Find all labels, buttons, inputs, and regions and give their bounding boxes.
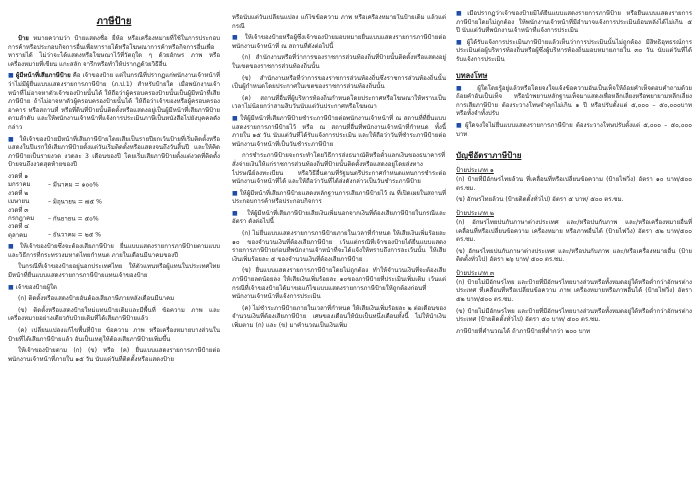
owner-subhead [8,284,220,293]
annual-tax-paragraph [8,136,220,170]
minimum-tax-note: ภาษีป้ายที่คำนวณได้ ถ้าภาษีป้ายที่ต่ำกว่า ๒๐๐ บาท [456,327,591,335]
quarter-range: – มิถุนายน = ๗๕ % [47,198,102,206]
filing-place-paragraph [232,34,446,51]
payment-method-paragraph: การชำระภาษีป้ายจะกระทำโดยวิธีการส่งธนาณัติหรือตั๋วแลกเงินของธนาคารที่สั่งจ่ายเงินให้แก่ราชการส่วนท้องถิ่นที่ป้ายนั้นติดตั้งหรือแสดงอยู่โดยส่งทางไปรษณีย์ลงทะเบียน หรือวิธีอื่นตามที่รัฐมนตรีประกาศกำหนดแทนการชำระต่อพนักงานเจ้าหน้าที่ได้ และให้ถือว่าวันที่ได้ส่งดังกล่าวเป็นวันชำระภาษีป้าย [232,152,446,186]
taxpayer-text: คือ เจ้าของป้าย แต่ในกรณีที่ปรากฏแก่พนักงานเจ้าหน้าที่ว่าไม่มีผู้ยื่นแบบแสดงรายการภาษีป้าย (ภ.ป.1) สำหรับป้ายใด เมื่อพนักงานเจ้าหน้าที่ไม่อาจหาตัวเจ้าของป้ายนั้นได้ ให้ถือว่าผู้ครอบครองป้ายนั้นเป็นผู้มีหน้าที่เสียภาษีป้าย ถ้าไม่อาจหาตัวผู้ครอบครองป้ายนั้นได้ ให้ถือว่าเจ้าของหรือผู้ครอบครองอาคาร หรือสถานที่ หรือที่ดินที่ป้ายนั้นติดตั้งหรือแสดงอยู่เป็นผู้มีหน้าที่เสียภาษีป้ายตามลำดับ และให้พนักงานเจ้าหน้าที่แจ้งการประเมินภาษีเป็นหนังสือไปยังบุคคลดังกล่าว [8,72,220,131]
owner-item: (ค) เปลี่ยนแปลงแก้ไขพื้นที่ป้าย ข้อความ ภาพ หรือเครื่องหมายบางส่วนในป้ายที่ได้เสียภาษีป้ายแล้ว อันเป็นเหตุให้ต้องเสียภาษีป้ายเพิ่มขึ้น [8,326,220,343]
bullet-icon: ■ [8,283,14,291]
filing-place-item: (ก) สำนักงานหรือที่ว่าการของราชการส่วนท้องถิ่นที่ป้ายนั้นติดตั้งหรือแสดงอยู่ในเขตของราชการส่วนท้องถิ่นนั้น [232,54,446,70]
rate-table-heading: บัญชีอัตราภาษีป้าย [456,151,522,161]
bullet-icon: ■ [232,189,238,197]
penalty-text: ผู้ใดจงใจไม่ยื่นแบบแสดงรายการภาษีป้าย ต้องระวางโทษปรับตั้งแต่ ๕,๐๐๐ – ๕๐,๐๐๐ บาท [456,121,692,138]
sign-type-heading: ป้ายประเภท ๓ [456,269,495,277]
evidence-paragraph [232,190,446,207]
bullet-icon: ■ [456,84,476,92]
filing-place-item: (ค) สถานที่อื่นที่ผู้บริหารท้องถิ่นกำหนดโดยประกาศหรือโฆษณาให้ทราบเป็นเวลาไม่น้อยกว่าสามสิบวันนับแต่วันประกาศหรือโฆษณา [232,94,446,111]
penalty-text: ผู้ใดโดยรู้อยู่แล้วหรือโดยจงใจแจ้งข้อความอันเป็นเท็จให้ถ้อยคำเท็จตอบคำถามด้วยถ้อยคำอันเป็นเท็จ หรือนำพยานหลักฐานเท็จมาแสดงเพื่อหลีกเลี่ยงหรือพยายามหลีกเลี่ยงการเสียภาษีป้าย ต้องระวางโทษจำคุกไม่เกิน ๑ ปี หรือปรับตั้งแต่ ๕,๐๐๐ – ๕๐,๐๐๐บาท หรือทั้งจำทั้งปรับ [456,84,692,118]
taxpayer-term: ผู้มีหน้าที่เสียภาษีป้าย [15,72,71,80]
penalty-heading: บทลงโทษ [456,70,488,80]
quarter-label: งวดที่ ๓ กรกฎาคม [8,206,35,222]
bullet-icon: ■ [232,34,243,42]
sign-type-rate: (ข) ป้ายไม่มีอักษรไทย และป้ายที่มีอักษรไทยบางส่วนหรือทั้งหมดอยู่ใต้หรือต่ำกว่าอักษรต่างประเทศ (ป้ายติดตั้งทั่วไป) อัตรา ๕๐ บาท/ ๕๐๐ ตร.ซม. [456,307,692,324]
back-assessment-text: เมื่อปรากฏว่าเจ้าของป้ายมิได้ยื่นแบบแสดงรายการภาษีป้าย หรือยื่นแบบแสดงรายการภาษีป้ายโดยไม่ถูกต้อง ให้พนักงานเจ้าหน้าที่มีอำนาจแจ้งการประเมินย้อนหลังได้ไม่เกิน ๕ ปี นับแต่วันที่พนักงานเจ้าหน้าที่แจ้งการประเมิน [456,10,692,35]
definition-text: หมายความว่า ป้ายแสดงชื่อ ยี่ห้อ หรือเครื่องหมายที่ใช้ในการประกอบการค้าหรือประกอบกิจการอื่นเพื่อหารายได้หรือโฆษณาการค้าหรือกิจการอื่นเพื่อหารายได้ ไม่ว่าจะได้แสดงหรือโฆษณาไว้ที่วัตถุใด ๆ ด้วยอักษร ภาพ หรือเครื่องหมายที่เขียน แกะสลัก จารึกหรือทำให้ปรากฏด้วยวิธีอื่น [8,35,220,68]
owner-deadline-paragraph: ให้เจ้าของป้ายตาม (ก) (ข) หรือ (ค) ยื่นแบบแสดงรายการภาษีป้ายต่อพนักงานเจ้าหน้าที่ภายใน ๑๕ วัน นับแต่วันที่ติดตั้งหรือแสดงป้าย [8,347,220,363]
appeal-paragraph [456,39,692,65]
bullet-icon: ■ [8,72,14,80]
sign-type-rate: (ข) อักษรไทยปนกับภาษาต่างประเทศ และ/หรือปนกับภาพ และ/หรือเครื่องหมายอื่น (ป้ายติดตั้งทั่วไป) อัตรา ๒๖ บาท/ ๕๐๐ ตร.ซม. [456,247,692,264]
quarter-rate-row [8,223,220,240]
continuation-paragraph: หรือนับแต่วันเปลี่ยนแปลง แก้ไขข้อความ ภาพ หรือเครื่องหมายในป้ายเดิม แล้วแต่กรณี [232,14,446,30]
filing-paragraph [8,243,220,260]
back-assessment-paragraph [456,10,692,36]
filing-place-text: ให้เจ้าของป้ายหรือผู้ซึ่งเจ้าของป้ายมอบหมายยื่นแบบแสดงรายการภาษีป้ายต่อพนักงานเจ้าหน้าที่ ณ สถานที่ดังต่อไปนี้ [232,34,446,50]
bullet-icon: ■ [8,135,18,143]
filing-text: ให้เจ้าของป้ายซึ่งจะต้องเสียภาษีป้าย ยื่นแบบแสดงรายการภาษีป้ายตามแบบและวิธีการที่กระทรวงมหาดไทยกำหนด ภายในเดือนมีนาคมของปี [8,243,220,259]
foreign-owner-paragraph: ในกรณีที่เจ้าของป้ายอยู่นอกประเทศไทย ให้ตัวแทนหรือผู้แทนในประเทศไทยมีหน้าที่ยื่นแบบแสดงรายการภาษีป้ายแทนเจ้าของป้าย [8,263,220,279]
bullet-icon: ■ [456,121,464,129]
bullet-icon: ■ [8,243,18,251]
penalty-paragraph [456,85,692,119]
annual-tax-text: ให้เจ้าของป้ายมีหน้าที่เสียภาษีป้ายโดยเสียเป็นรายปียกเว้นป้ายที่เริ่มติดตั้งหรือแสดงในปีแรกให้เสียภาษีป้ายตั้งแต่วันเริ่มติดตั้งหรือแสดงจนถึงวันสิ้นปี และให้คิดภาษีป้ายเป็นรายงวด งวดละ 3 เดือนของปี โดยเริ่มเสียภาษีป้ายตั้งแต่งวดที่ติดตั้งป้ายจนถึงงวดสุดท้ายของปี [8,135,220,169]
quarter-rate-row [8,190,220,207]
sign-type-rate: (ก) ป้ายไม่มีอักษรไทย และป้ายที่มีอักษรไทยบางส่วนหรือทั้งหมดอยู่ใต้หรือต่ำกว่าอักษรต่างประเทศ ที่เคลื่อนที่หรือเปลี่ยนข้อความ ภาพ เครื่องหมายหรือภาพอื่นได้ (ป้ายไฟวิ่ง) อัตรา ๕๒ บาท/๕๐๐ ตร.ซม. [456,278,692,304]
quarter-rate-list [8,173,220,240]
filing-place-item: (ข) สำนักงานหรือที่ว่าการของราชการส่วนท้องถิ่นซึ่งราชการส่วนท้องถิ่นนั้นเป็นผู้กำหนดโดยประกาศในเขตของราชการส่วนท้องถิ่นนั้น [232,74,446,91]
owner-item: (ข) ติดตั้งหรือแสดงป้ายใหม่แทนป้ายเดิมและมีพื้นที่ ข้อความ ภาพ และเครื่องหมายอย่างเดียวกับป้ายเดิมที่ได้เสียภาษีป้ายแล้ว [8,306,220,323]
surcharge-paragraph [232,210,446,227]
sign-type-heading: ป้ายประเภท ๒ [456,209,494,217]
quarter-rate-row [8,207,220,224]
column-3 [456,10,692,489]
bullet-icon: ■ [456,10,466,17]
sign-type-rate: (ก) ป้ายที่มีอักษรไทยล้วน ที่เคลื่อนที่หรือเปลี่ยนข้อความ (ป้ายไฟวิ่ง) อัตรา ๑๐ บาท/๕๐๐ ตร.ซม. [456,176,692,192]
surcharge-text: ให้ผู้มีหน้าที่เสียภาษีป้ายเสียเงินเพิ่มนอกจากเงินที่ต้องเสียภาษีป้ายในกรณีและอัตรา ดังต่อไปนี้ [232,209,446,226]
owner-subhead-text: เจ้าของป้ายผู้ใด [15,283,57,291]
definition-term: ป้าย [18,35,29,42]
payment-paragraph [232,115,446,149]
quarter-rate-row [8,173,220,190]
owner-item: (ก) ติดตั้งหรือแสดงป้ายอันต้องเสียภาษีภายหลังเดือนมีนาคม [18,295,175,303]
quarter-label: งวดที่ ๔ ตุลาคม [8,223,29,239]
bullet-icon: ■ [456,38,465,46]
quarter-range: – ธันวาคม = ๒๕ % [47,231,102,239]
quarter-range: – กันยายน = ๕๐% [47,214,99,222]
definition-paragraph [8,35,220,69]
quarter-label: งวดที่ ๑ มกราคม [8,172,31,189]
page-title: ภาษีป้าย [96,16,132,27]
payment-text: ให้ผู้มีหน้าที่เสียภาษีป้ายชำระภาษีป้ายต่อพนักงานเจ้าหน้าที่ ณ สถานที่ที่ยื่นแบบแสดงรายการภาษีป้ายไว้ หรือ ณ สถานที่อื่นที่พนักงานเจ้าหน้าที่กำหนด ทั้งนี้ ภายใน ๑๕ วัน นับแต่วันที่ได้รับแจ้งการประเมิน และให้ถือว่าวันที่ชำระภาษีป้ายต่อพนักงานเจ้าหน้าที่เป็นวันชำระภาษีป้าย [232,114,446,148]
appeal-text: ผู้ได้รับแจ้งการประเมินภาษีป้ายแล้วเห็นว่าการประเมินนั้นไม่ถูกต้อง มีสิทธิอุทธรณ์การประเมินต่อผู้บริหารท้องถิ่นหรือผู้ซึ่งผู้บริหารท้องถิ่นมอบหมายภายใน ๓๐ วัน นับแต่วันที่ได้รับแจ้งการประเมิน [456,38,692,63]
surcharge-item: (ค) ไม่ชำระภาษีป้ายภายในเวลาที่กำหนด ให้เสียเงินเพิ่มร้อยละ ๒ ต่อเดือนของจำนวนเงินที่ต้องเสียภาษีป้าย เศษของเดือนให้นับเป็นหนึ่งเดือนทั้งนี้ ไม่ให้นำเงินเพิ่มตาม (ก) และ (ข) มาคำนวณเป็นเงินเพิ่ม [232,304,446,329]
surcharge-item: (ก) ไม่ยื่นแบบแสดงรายการภาษีป้ายภายในเวลาที่กำหนด ให้เสียเงินเพิ่มร้อยละ ๑๐ ของจำนวนเงินที่ต้องเสียภาษีป้าย เว้นแต่กรณีที่เจ้าของป้ายได้ยื่นแบบแสดงรายการภาษีป้ายก่อนที่พนักงานเจ้าหน้าที่จะได้แจ้งให้ทราบถึงการละเว้นนั้น ให้เสียเงินเพิ่มร้อยละ ๕ ของจำนวนเงินที่ต้องเสียภาษีป้าย [232,230,446,263]
bullet-icon: ■ [232,114,239,122]
taxpayer-paragraph [8,72,220,132]
surcharge-item: (ข) ยื่นแบบแสดงรายการภาษีป้ายโดยไม่ถูกต้อง ทำให้จำนวนเงินที่จะต้องเสียภาษีป้ายลดน้อยลง ให้เสียเงินเพิ่มร้อยละ ๑๐ของภาษีป้ายที่ประเมินเพิ่มเติม เว้นแต่กรณีที่เจ้าของป้ายได้มาขอแก้ไขแบบแสดงรายการภาษีป้ายให้ถูกต้องก่อนที่พนักงานเจ้าหน้าที่แจ้งการประเมิน [232,267,446,301]
column-1 [8,14,220,489]
column-2 [232,14,446,489]
sign-type-rate: (ข) อักษรไทยล้วน (ป้ายติดตั้งทั่วไป) อัตรา ๕ บาท/ ๕๐๐ ตร.ซม. [456,196,624,204]
sign-type-rate: (ก) อักษรไทยปนกับภาษาต่างประเทศ และ/หรือปนกับภาพ และ/หรือเครื่องหมายอื่นที่เคลื่อนที่หรือเปลี่ยนข้อความ เครื่องหมาย หรือภาพอื่นได้ (ป้ายไฟวิ่ง) อัตรา ๕๒ บาท/๕๐๐ ตร.ซม. [456,218,692,244]
bullet-icon: ■ [232,209,245,217]
quarter-label: งวดที่ ๒ เมษายน [8,189,30,206]
quarter-range: – มีนาคม = ๑๐๐% [47,181,99,189]
sign-type-heading: ป้ายประเภท ๑ [456,167,494,175]
evidence-text: ให้ผู้มีหน้าที่เสียภาษีป้ายแสดงหลักฐานการเสียภาษีป้ายไว้ ณ ที่เปิดเผยในสถานที่ประกอบการค้าหรือประกอบกิจการ [232,189,446,206]
penalty-paragraph [456,122,692,139]
